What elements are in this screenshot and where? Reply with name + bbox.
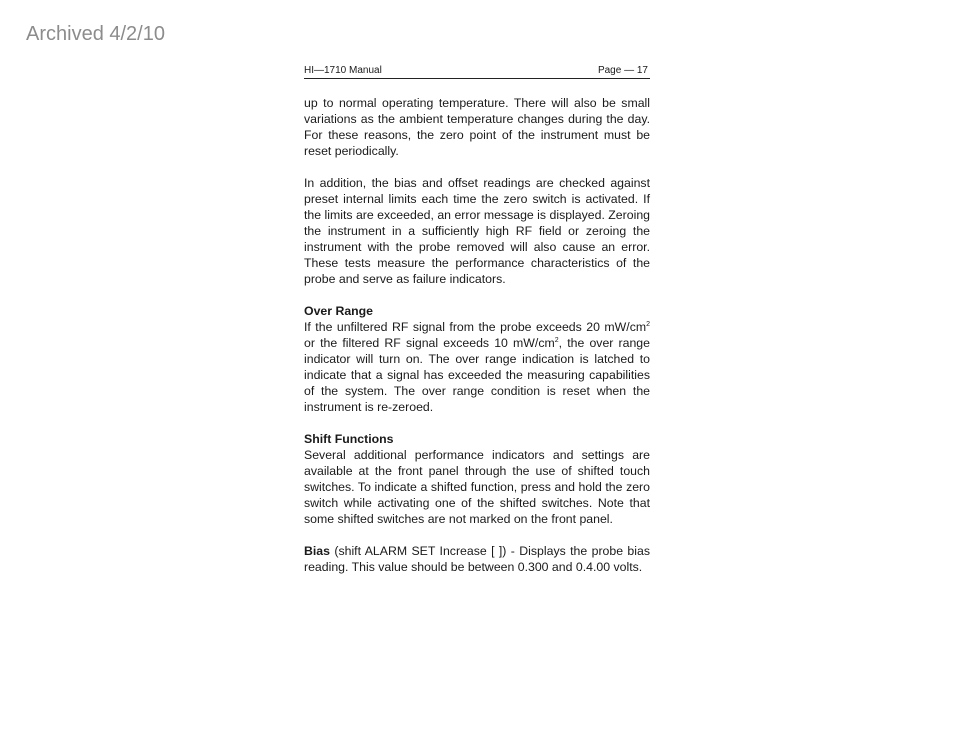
page-body <box>304 95 650 575</box>
paragraph-spacer <box>304 415 650 431</box>
bias-label: Bias <box>304 544 330 558</box>
over-range-text-c: , the over range indicator will turn on. The over range indication is latched to indicate that a signal has exceeded the measuring capabilities of the system. The over range condition is reset when the instrument is re-zeroed. <box>304 336 650 414</box>
paragraph-spacer <box>304 287 650 303</box>
paragraph-zero-point: up to normal operating temperature. There will also be small variations as the ambient temperature changes during the day. For these reasons, the zero point of the instrument must be reset periodically. <box>304 96 650 158</box>
paragraph-bias <box>304 543 650 575</box>
superscript-2: 2 <box>554 336 559 344</box>
archived-watermark: Archived 4/2/10 <box>26 23 165 45</box>
superscript-2: 2 <box>646 320 650 328</box>
page-header <box>304 64 650 79</box>
header-page-number: Page — 17 <box>597 65 648 76</box>
paragraph-spacer <box>304 159 650 175</box>
section-heading-over-range: Over Range <box>304 304 374 318</box>
paragraph-over-range <box>304 319 650 415</box>
bias-description: (shift ALARM SET Increase [ ]) - Displays the probe bias reading. This value should be between 0.300 and 0.4.00 volts. <box>304 544 650 574</box>
header-manual-title: HI—1710 Manual <box>304 65 382 76</box>
paragraph-shift-functions: Several additional performance indicators and settings are available at the front panel through the use of shifted touch switches. To indicate a shifted function, press and hold the zero switch while activating one of the shifted switches. Note that some shifted switches are not marked on the front panel. <box>304 448 650 526</box>
over-range-text-b: or the filtered RF signal exceeds 10 mW/cm <box>304 336 555 350</box>
paragraph-spacer <box>304 527 650 543</box>
paragraph-bias-offset-check: In addition, the bias and offset readings are checked against preset internal limits each time the zero switch is activated. If the limits are exceeded, an error message is displayed. Zeroing the instrument in a sufficiently high RF field or zeroing the instrument with the probe removed will also cause an error. These tests measure the performance characteristics of the probe and serve as failure indicators. <box>304 176 650 286</box>
manual-page <box>304 64 650 575</box>
over-range-text-a: If the unfiltered RF signal from the probe exceeds 20 mW/cm <box>304 320 647 334</box>
section-heading-shift-functions: Shift Functions <box>304 432 394 446</box>
